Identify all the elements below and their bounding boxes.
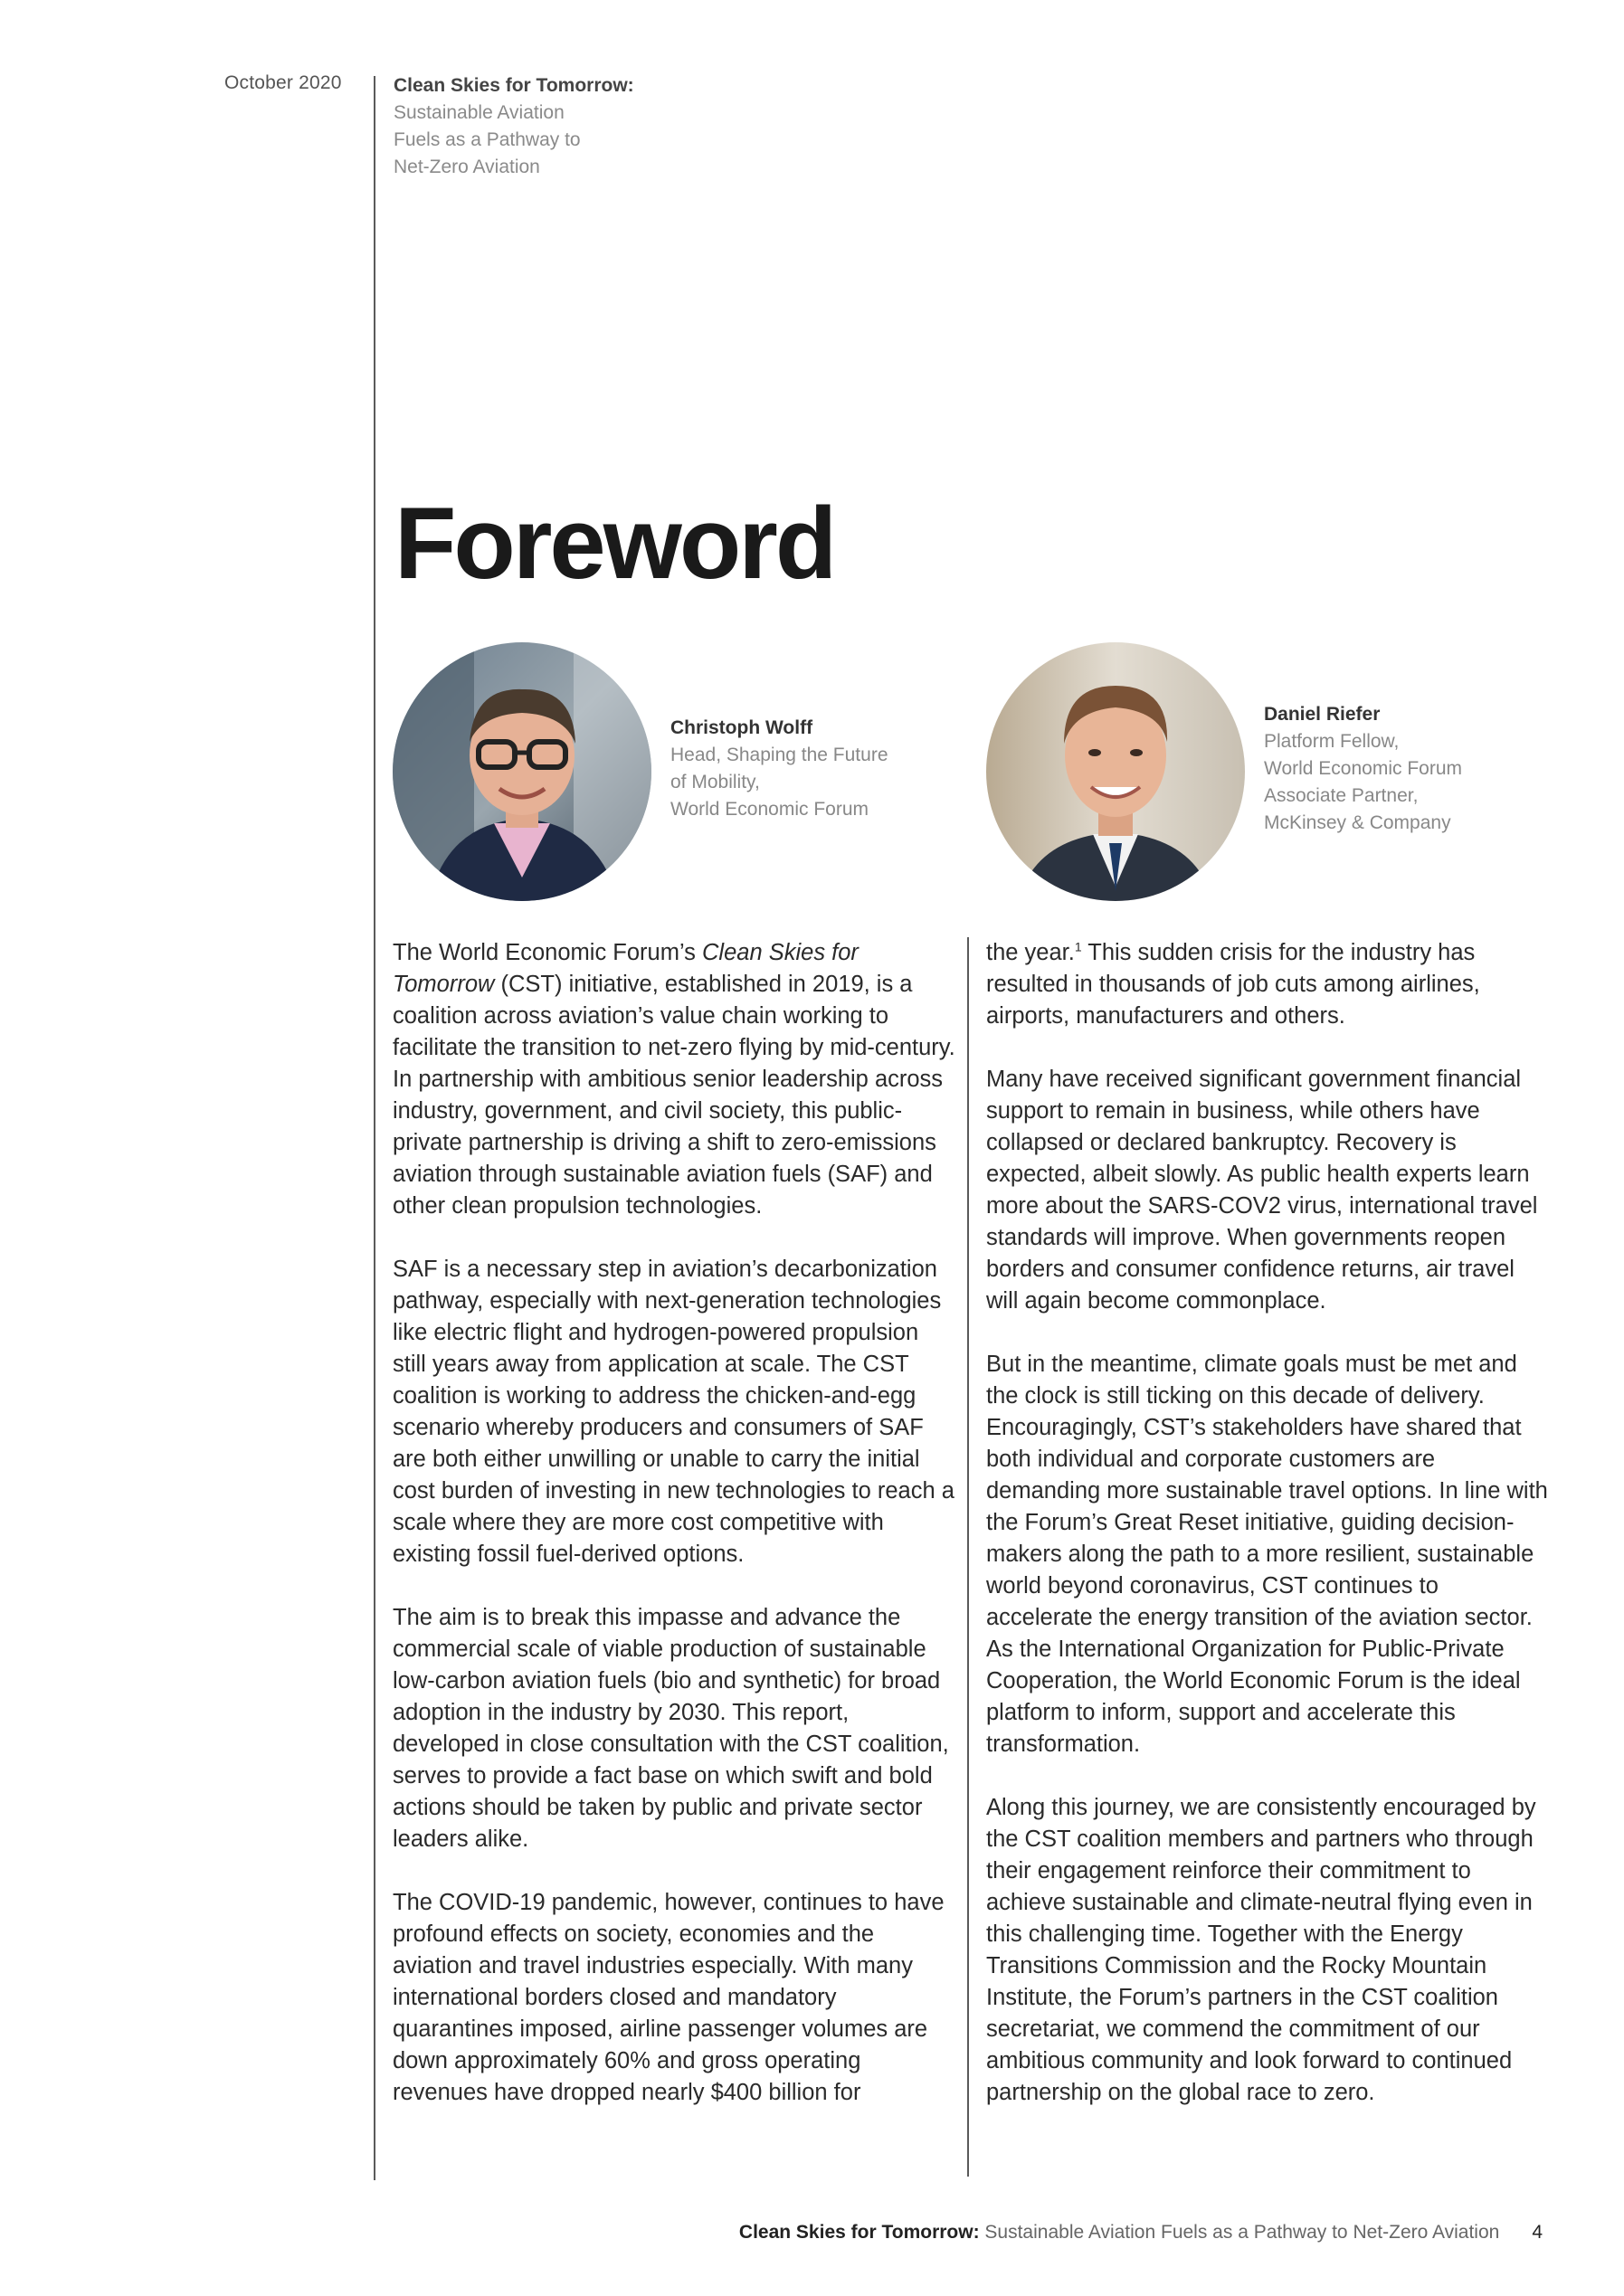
body-paragraph <box>393 937 955 1222</box>
body-paragraph <box>986 937 1549 1032</box>
margin-rule <box>374 76 375 2180</box>
body-column-right <box>986 937 1549 2140</box>
body-paragraph: The aim is to break this impasse and advance the commercial scale of viable production of sustainable low-carbon aviation fuels (bio and synthetic) for broad adoption in the industry by 2030. This report, developed in close consultation with the CST coalition, serves to provide a fact base on which swift and bold actions should be taken by public and private sector leaders alike. <box>393 1605 949 1852</box>
author-role-line: McKinsey & Company <box>1264 812 1451 833</box>
author-role-line: Head, Shaping the Future <box>670 745 888 765</box>
text-run: The World Economic Forum’s <box>393 940 702 965</box>
text-run: This sudden crisis for the industry has resulted in thousands of job cuts among airlines, airports, manufacturers and others. <box>986 940 1480 1029</box>
column-divider <box>967 937 969 2177</box>
page-title: Foreword <box>394 487 835 600</box>
author-photo-daniel-riefer <box>986 642 1245 901</box>
footer-subtitle: Sustainable Aviation Fuels as a Pathway to Net-Zero Aviation <box>979 2222 1500 2243</box>
author-caption-christoph-wolff <box>670 715 888 823</box>
report-subtitle-line-3: Net-Zero Aviation <box>394 157 540 177</box>
page-number: 4 <box>1532 2222 1543 2243</box>
body-paragraph: SAF is a necessary step in aviation’s decarbonization pathway, especially with next-generation technologies like electric flight and hydrogen-powered propulsion still years away from application at scale. The CST coalition is working to address the chicken-and-egg scenario whereby producers and consumers of SAF are both either unwilling or unable to carry the initial cost burden of investing in new technologies to reach a scale where they are more cost competitive with existing fossil fuel-derived options. <box>393 1257 954 1567</box>
author-photo-christoph-wolff <box>393 642 651 901</box>
report-subtitle-line-1: Sustainable Aviation <box>394 102 565 123</box>
issue-date: October 2020 <box>224 72 342 93</box>
footer-title: Clean Skies for Tomorrow: <box>738 2222 980 2243</box>
author-role-line: Associate Partner, <box>1264 785 1419 806</box>
author-name: Christoph Wolff <box>670 717 813 738</box>
page-footer <box>739 2222 1543 2244</box>
initiative-name: Clean Skies for Tomorrow <box>393 940 859 997</box>
body-paragraph: But in the meantime, climate goals must be met and the clock is still ticking on this decade of delivery. Encouragingly, CST’s stakeholders have shared that both individual and corporate customers are demanding more sustainable travel options. In line with the Forum’s Great Reset initiative, guiding decision-makers along the path to a more resilient, sustainable world beyond coronavirus, CST continues to accelerate the energy transition of the aviation sector. As the International Organization for Public-Private Cooperation, the World Economic Forum is the ideal platform to inform, support and accelerate this transformation. <box>986 1352 1548 1757</box>
footnote-ref[interactable]: 1 <box>1074 939 1082 954</box>
body-paragraph: Many have received significant government financial support to remain in business, while others have collapsed or declared bankruptcy. Recovery is expected, albeit slowly. As public health experts learn more about the SARS-COV2 virus, international travel standards will improve. When governments reopen borders and consumer confidence returns, air travel will again become commonplace. <box>986 1067 1538 1314</box>
body-paragraph: The COVID-19 pandemic, however, continues to have profound effects on society, economies and the aviation and travel industries especially. With many international borders closed and mandatory quarantines imposed, airline passenger volumes are down approximately 60% and gross operating revenues have dropped nearly $400 billion for <box>393 1890 945 2105</box>
text-run: the year. <box>986 940 1075 965</box>
running-header <box>394 72 634 181</box>
author-caption-daniel-riefer <box>1264 701 1462 837</box>
report-subtitle-line-2: Fuels as a Pathway to <box>394 129 581 150</box>
body-column-left <box>393 937 955 2140</box>
author-name: Daniel Riefer <box>1264 704 1381 725</box>
report-title: Clean Skies for Tomorrow: <box>394 75 634 96</box>
text-run: (CST) initiative, established in 2019, is a coalition across aviation’s value chain working to facilitate the transition to net-zero flying by mid-century. In partnership with ambitious senior leadership across industry, government, and civil society, this public-private partnership is driving a shift to zero-emissions aviation through sustainable aviation fuels (SAF) and other clean propulsion technologies. <box>393 972 955 1219</box>
body-paragraph: Along this journey, we are consistently encouraged by the CST coalition members and partners who through their engagement reinforce their commitment to achieve sustainable and climate-neutral flying even in this challenging time. Together with the Energy Transitions Commission and the Rocky Mountain Institute, the Forum’s partners in the CST coalition secretariat, we commend the commitment of our ambitious community and look forward to continued partnership on the global race to zero. <box>986 1795 1536 2105</box>
author-role-line: Platform Fellow, <box>1264 731 1400 752</box>
author-role-line: World Economic Forum <box>670 799 869 820</box>
author-role-line: of Mobility, <box>670 772 760 792</box>
author-role-line: World Economic Forum <box>1264 758 1463 779</box>
